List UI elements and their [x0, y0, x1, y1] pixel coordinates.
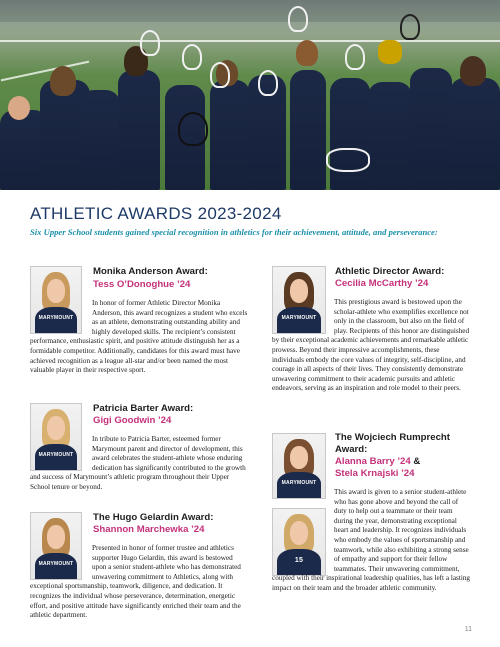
text-wrap-spacer: [30, 435, 92, 465]
lacrosse-stick-icon: [345, 44, 365, 70]
player: [80, 90, 120, 190]
player-hair: [296, 40, 318, 66]
team-photo: [0, 0, 500, 190]
award-description: [30, 299, 248, 376]
portrait-jersey-logo: 15: [294, 556, 304, 564]
tree-line: [0, 0, 500, 22]
lacrosse-stick-icon: [400, 14, 420, 40]
portrait-jersey-logo: MARYMOUNT: [38, 451, 74, 458]
award-description: [272, 298, 472, 394]
player: [210, 80, 250, 190]
award-description-text: In honor of former Athletic Director Monika Anderson, this award recognizes a student who excels as an athlete, demonstrating outstanding ability and highly developed skills. The recipient’s consistent performance, enthusiastic spirit, and positive attitude distinguish her as a formidable competitor. Additionally, candidates for this award must have achieved recognition as a league all-star and/or been named the most valuable player in their respective sport.: [30, 299, 248, 375]
award-recipients: [335, 456, 420, 468]
lacrosse-stick-icon: [210, 62, 230, 88]
lacrosse-stick-icon: [140, 30, 160, 56]
award-title: The Hugo Gelardin Award:: [93, 512, 214, 523]
text-wrap-spacer: [30, 299, 92, 337]
player: [330, 78, 370, 190]
award-description: [30, 435, 248, 493]
award-title: Award:: [335, 444, 368, 455]
lacrosse-stick-icon: [178, 112, 208, 146]
lacrosse-stick-icon: [288, 6, 308, 32]
lacrosse-stick-icon: [258, 70, 278, 96]
page-title: ATHLETIC AWARDS 2023-2024: [30, 204, 282, 223]
award-description: [30, 544, 248, 621]
text-wrap-spacer: [30, 544, 92, 582]
award-description-text: This prestigious award is bestowed upon the scholar-athlete who exemplifies excellence not only in the classroom, but also on the field of play. Recipients of this honor are distinguished by their exceptional academic achievements and remarkable athletic prowess. Beyond their impressive accomplishments, these individuals embody the core values of integrity, self-discipline, and courage in all aspects of their lives. They consistently demonstrate unwavering commitment to their academic pursuits and athletic endeavors, serving as an inspiration and role model to their peers.: [272, 298, 470, 393]
portrait-jersey-logo: MARYMOUNT: [281, 314, 317, 321]
player-hair: [50, 66, 76, 96]
award-recipient: Alanna Barry ’24: [335, 456, 411, 467]
portrait-jersey-logo: MARYMOUNT: [38, 560, 74, 567]
award-recipient: Shannon Marchewka ’24: [93, 524, 205, 535]
lacrosse-stick-icon: [182, 44, 202, 70]
award-description-text: Presented in honor of former trustee and athletics supporter Hugo Gelardin, this award is bestowed upon a senior student-athlete who has demonstrated unwavering commitment to Athletics, along with exceptional sportsmanship, teamwork, diligence, and dedication. It recognizes the individual whose perseverance, determination, energetic effort, and positive attitude have significantly enriched their team and the athletic department.: [30, 544, 241, 620]
text-wrap-spacer: [272, 488, 334, 574]
award-description-text: This award is given to a senior student-athlete who has gone above and beyond the call of duty to help out a teammate or their team during the year, demonstrating exceptional heart and leadership. It recognizes individuals who embody the values of sportsmanship and teamwork, while also exhibiting a strong sense of empathy and support for their fellow teammates. Their unwavering commitment, coupled with their inspirational leadership qualities, has left a lasting impact on their team and the broader athletic community.: [272, 488, 471, 592]
player: [118, 70, 160, 190]
player-hair: [460, 56, 486, 86]
player-head: [8, 96, 30, 120]
award-title: Monika Anderson Award:: [93, 266, 208, 277]
player: [368, 82, 412, 190]
text-wrap-spacer: [272, 298, 334, 336]
award-recipient: Gigi Goodwin ’24: [93, 415, 172, 426]
ampersand: &: [413, 456, 421, 467]
portrait-face: [290, 446, 309, 469]
award-title: The Wojciech Rumprecht: [335, 432, 450, 443]
award-title: Patricia Barter Award:: [93, 403, 194, 414]
player: [290, 70, 326, 190]
portrait-jersey-logo: MARYMOUNT: [281, 480, 317, 487]
award-description-text: In tribute to Patricia Barter, esteemed former Marymount parent and director of development, this award celebrates the student-athlete whose enduring dedication has significantly contributed to the growth and success of Marymount’s athletic program throughout their Upper School tenure or beyond.: [30, 435, 246, 491]
field-line: [0, 40, 500, 42]
award-recipient: Tess O’Donoghue ’24: [93, 279, 191, 290]
award-recipient: Stela Krnajski ’24: [335, 468, 415, 479]
page-subtitle: Six Upper School students gained special recognition in athletics for their achievement, attitude, and perseverance:: [30, 227, 438, 237]
lacrosse-stick-icon: [326, 148, 370, 172]
portrait-jersey-logo: MARYMOUNT: [38, 314, 74, 321]
field-line: [1, 61, 89, 82]
player: [450, 78, 500, 190]
page-number: 11: [464, 626, 472, 633]
award-recipient: Cecilia McCarthy ’24: [335, 278, 429, 289]
player: [410, 68, 452, 190]
award-description: [272, 488, 472, 594]
goalie-helmet: [378, 40, 402, 64]
award-title: Athletic Director Award:: [335, 266, 445, 277]
